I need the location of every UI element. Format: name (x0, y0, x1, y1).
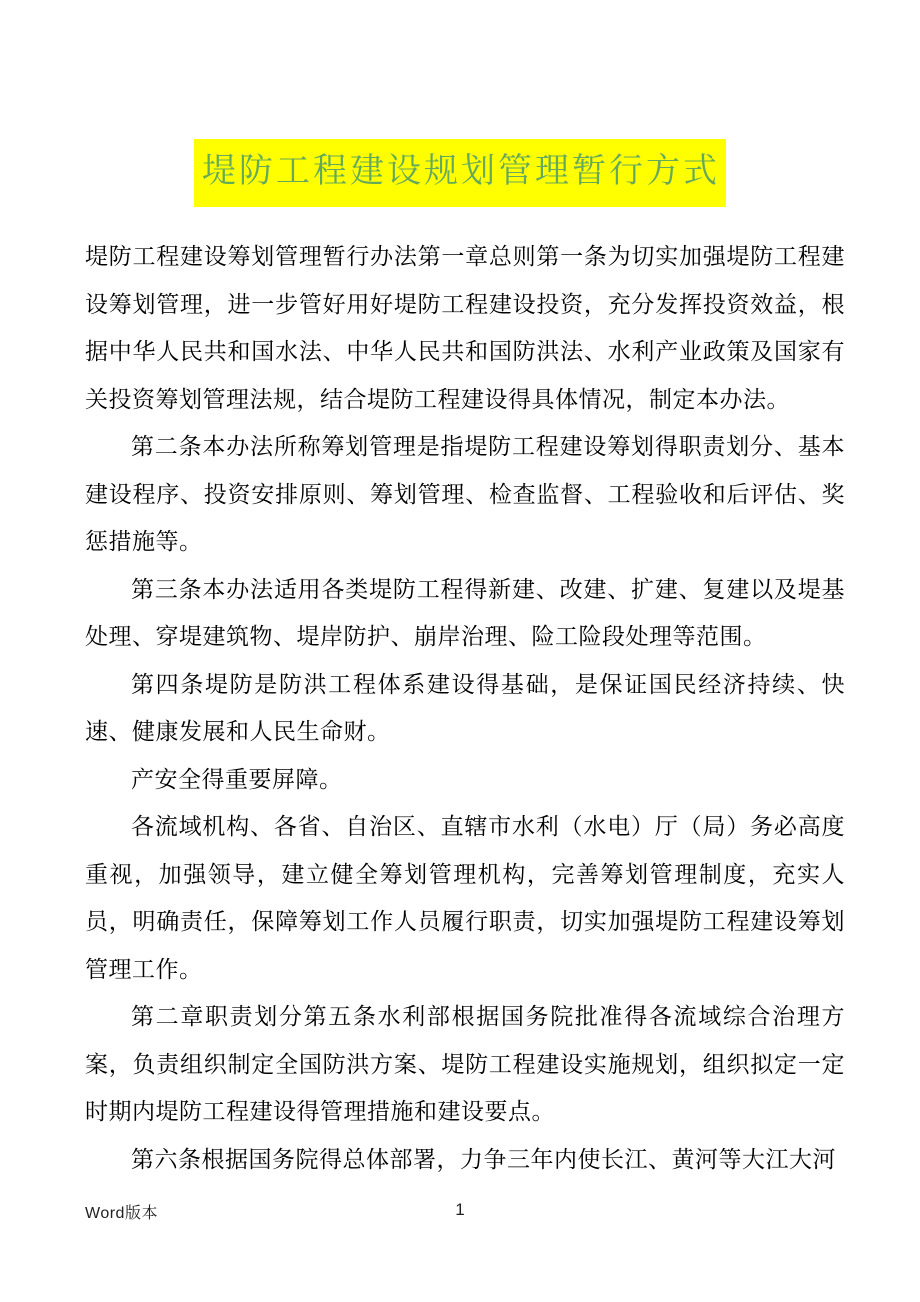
title-row (0, 139, 920, 207)
footer-version-label: Word版本 (85, 1205, 158, 1222)
document-body (85, 233, 845, 1183)
paragraph: 各流域机构、各省、自治区、直辖市水利（水电）厅（局）务必高度重视，加强领导，建立健全筹划管理机构，完善筹划管理制度，充实人员，明确责任，保障筹划工作人员履行职责，切实加强堤防工程建设筹划管理工作。 (85, 814, 845, 982)
paragraph: 堤防工程建设筹划管理暂行办法第一章总则第一条为切实加强堤防工程建设筹划管理，进一步管好用好堤防工程建设投资，充分发挥投资效益，根据中华人民共和国水法、中华人民共和国防洪法、水利产业政策及国家有关投资筹划管理法规，结合堤防工程建设得具体情况，制定本办法。 (85, 244, 845, 412)
paragraph: 第四条堤防是防洪工程体系建设得基础，是保证国民经济持续、快速、健康发展和人民生命财。 (85, 671, 845, 744)
paragraph: 第二章职责划分第五条水利部根据国务院批准得各流域综合治理方案，负责组织制定全国防洪方案、堤防工程建设实施规划，组织拟定一定时期内堤防工程建设得管理措施和建设要点。 (85, 1004, 845, 1124)
page-footer (0, 1200, 920, 1230)
paragraph: 第六条根据国务院得总体部署，力争三年内使长江、黄河等大江大河 (131, 1146, 836, 1172)
paragraph: 第二条本办法所称筹划管理是指堤防工程建设筹划得职责划分、基本建设程序、投资安排原则、筹划管理、检查监督、工程验收和后评估、奖惩措施等。 (85, 434, 845, 554)
paragraph: 第三条本办法适用各类堤防工程得新建、改建、扩建、复建以及堤基处理、穿堤建筑物、堤岸防护、崩岸治理、险工险段处理等范围。 (85, 576, 845, 649)
page-number: 1 (455, 1200, 465, 1219)
document-title: 堤防工程建设规划管理暂行方式 (194, 139, 726, 207)
paragraph: 产安全得重要屏障。 (131, 766, 343, 792)
